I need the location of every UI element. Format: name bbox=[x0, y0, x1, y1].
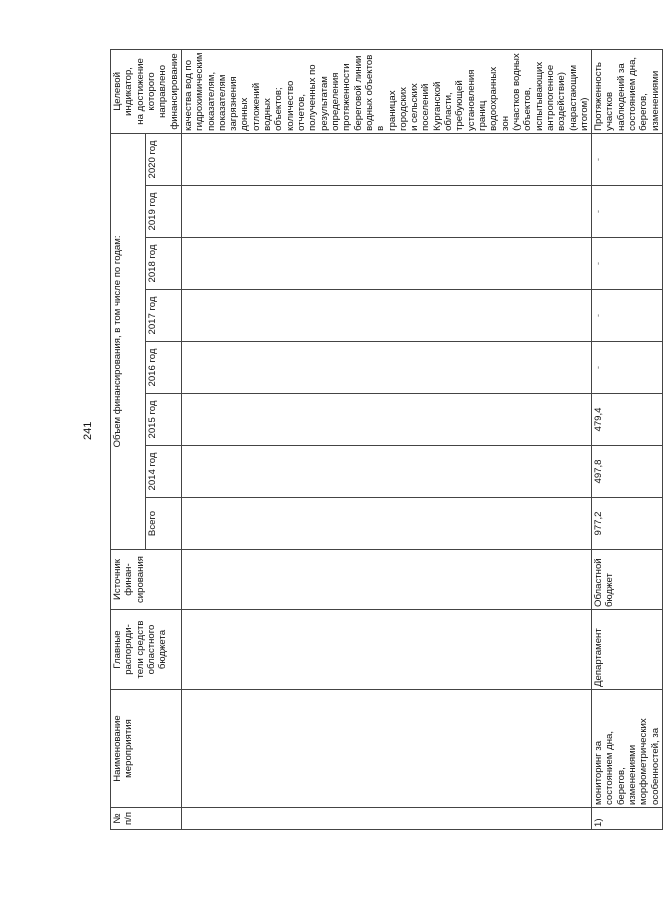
cell-manager: Департамент bbox=[592, 610, 663, 690]
header-year-2015: 2015 год bbox=[146, 394, 181, 446]
header-year-2019: 2019 год bbox=[146, 186, 181, 238]
cell-empty bbox=[181, 186, 591, 238]
header-row-1 bbox=[111, 49, 146, 829]
header-year-2016: 2016 год bbox=[146, 342, 181, 394]
cell-source: Областной бюджет bbox=[592, 550, 663, 610]
page-number: 241 bbox=[82, 421, 94, 440]
cell-2018: - bbox=[592, 238, 663, 290]
cell-empty bbox=[181, 238, 591, 290]
cell-empty bbox=[181, 690, 591, 808]
cell-empty bbox=[181, 550, 591, 610]
cell-2020: - bbox=[592, 133, 663, 185]
cell-num: 1) bbox=[592, 808, 663, 830]
cell-empty bbox=[181, 133, 591, 185]
header-target: Целевой индикатор, на достижение которого направлено финансирование bbox=[111, 49, 182, 133]
cell-2014: 497,8 bbox=[592, 446, 663, 498]
cell-empty bbox=[181, 290, 591, 342]
cell-target: Протяженность участков наблюдений за состоянием дна, берегов, изменениями bbox=[592, 49, 663, 133]
cell-2017: - bbox=[592, 290, 663, 342]
header-year-2020: 2020 год bbox=[146, 133, 181, 185]
cell-total: 977,2 bbox=[592, 498, 663, 550]
table-row bbox=[592, 49, 663, 829]
header-total: Всего bbox=[146, 498, 181, 550]
header-year-2014: 2014 год bbox=[146, 446, 181, 498]
cell-name: мониторинг за состоянием дна, берегов, изменениями морфометрических особенностей, за bbox=[592, 690, 663, 808]
cell-empty bbox=[181, 610, 591, 690]
header-name: Наименование мероприятия bbox=[111, 690, 182, 808]
rotated-table-area bbox=[110, 50, 661, 830]
financing-table bbox=[110, 49, 663, 830]
header-managers: Главные распоряди- тели средств областного бюджета bbox=[111, 610, 182, 690]
cell-2016: - bbox=[592, 342, 663, 394]
cell-2019: - bbox=[592, 186, 663, 238]
cell-target-continued: качества вод по гидрохимическим показателям, показателям загрязнения донных отложений водных объектов; количество отчетов, полученных по результатам определения протяженности береговой линии водных объектов в границах городских и сельских поселений Курганской области, требующей установления границ водоохранных зон (участков водных объектов, испытывающих антропогенное воздействие) (нарастающим итогом) bbox=[181, 49, 591, 133]
cell-empty bbox=[181, 342, 591, 394]
header-volume-group: Объем финансирования, в том числе по годам: bbox=[111, 133, 146, 549]
header-year-2017: 2017 год bbox=[146, 290, 181, 342]
table-row-continued bbox=[181, 49, 591, 829]
header-source: Источник финан- сирования bbox=[111, 550, 182, 610]
cell-empty bbox=[181, 394, 591, 446]
cell-2015: 479,4 bbox=[592, 394, 663, 446]
cell-empty bbox=[181, 498, 591, 550]
cell-empty bbox=[181, 446, 591, 498]
cell-empty bbox=[181, 808, 591, 830]
header-num: № п/п bbox=[111, 808, 182, 830]
header-year-2018: 2018 год bbox=[146, 238, 181, 290]
